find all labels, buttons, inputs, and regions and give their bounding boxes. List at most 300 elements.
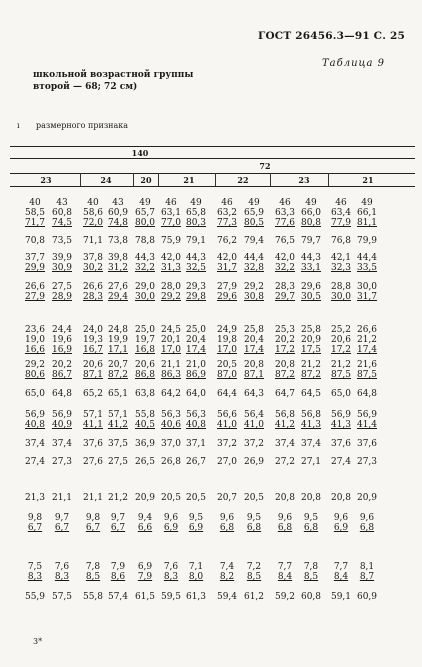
table-cell: 19,3 [82, 335, 104, 345]
table-cell: 32,3 [330, 263, 352, 273]
table-cell: 30,9 [51, 263, 73, 273]
table-cell: 20,5 [216, 360, 238, 370]
table-cell: 64,8 [51, 389, 73, 399]
table-cell: 21,3 [24, 493, 46, 503]
table-cell: 27,1 [300, 457, 322, 467]
table-cell: 87,1 [82, 370, 104, 380]
table-cell: 29,7 [274, 292, 296, 302]
table-cell: 63,4 [330, 208, 352, 218]
table-cell: 87,2 [300, 370, 322, 380]
table-cell: 30,0 [356, 282, 378, 292]
table-cell: 29,2 [243, 282, 265, 292]
table-cell: 21,2 [330, 360, 352, 370]
table-cell: 56,3 [185, 410, 207, 420]
table-cell: 57,1 [107, 410, 129, 420]
table-cell: 59,5 [160, 592, 182, 602]
table-cell: 61,3 [185, 592, 207, 602]
table-cell: 25,0 [134, 325, 156, 335]
table-cell: 86,7 [51, 370, 73, 380]
table-cell: 27,9 [24, 292, 46, 302]
table-cell: 49 [139, 198, 151, 208]
table-cell: 66,0 [300, 208, 322, 218]
table-cell: 59,1 [330, 592, 352, 602]
table-cell: 17,4 [356, 345, 378, 355]
table-cell: 27,3 [51, 457, 73, 467]
table-cell: 41,4 [356, 420, 378, 430]
table-cell: 27,4 [24, 457, 46, 467]
table-cell: 29,2 [160, 292, 182, 302]
table-cell: 9,6 [333, 513, 349, 523]
table-cell: 65,2 [82, 389, 104, 399]
table-cell: 20,4 [185, 335, 207, 345]
table-cell: 30,2 [82, 263, 104, 273]
table-cell: 7,6 [163, 562, 179, 572]
table-cell: 80,8 [300, 218, 322, 228]
header-72: 72 [259, 161, 271, 171]
table-cell: 9,6 [277, 513, 293, 523]
table-cell: 39,9 [51, 253, 73, 263]
table-cell: 9,6 [359, 513, 375, 523]
group-header-label: 24 [100, 175, 112, 185]
table-cell: 9,6 [163, 513, 179, 523]
table-cell: 86,3 [160, 370, 182, 380]
table-cell: 8,5 [85, 572, 101, 582]
table-cell: 63,1 [160, 208, 182, 218]
table-cell: 29,9 [24, 263, 46, 273]
table-cell: 16,9 [51, 345, 73, 355]
table-cell: 37,7 [24, 253, 46, 263]
table-cell: 56,6 [216, 410, 238, 420]
table-cell: 21,1 [160, 360, 182, 370]
table-cell: 87,1 [243, 370, 265, 380]
table-cell: 37,4 [51, 439, 73, 449]
table-cell: 42,0 [274, 253, 296, 263]
table-cell: 25,0 [185, 325, 207, 335]
table-cell: 8,0 [188, 572, 204, 582]
table-cell: 20,8 [274, 493, 296, 503]
table-cell: 30,5 [300, 292, 322, 302]
table-cell: 21,1 [82, 493, 104, 503]
table-cell: 41,0 [216, 420, 238, 430]
table-cell: 37,2 [216, 439, 238, 449]
table-cell: 64,0 [185, 389, 207, 399]
table-cell: 86,8 [134, 370, 156, 380]
table-rule-mid1 [10, 158, 415, 159]
feature-mark: ı [17, 121, 20, 130]
table-cell: 8,4 [277, 572, 293, 582]
table-cell: 28,3 [82, 292, 104, 302]
table-cell: 37,4 [24, 439, 46, 449]
table-cell: 6,8 [277, 523, 293, 533]
table-cell: 76,8 [330, 236, 352, 246]
table-cell: 6,8 [219, 523, 235, 533]
table-cell: 8,6 [110, 572, 126, 582]
table-cell: 37,4 [274, 439, 296, 449]
table-cell: 40,6 [160, 420, 182, 430]
table-cell: 7,4 [219, 562, 235, 572]
table-cell: 6,7 [85, 523, 101, 533]
table-rule-mid2 [10, 173, 415, 174]
table-cell: 63,2 [216, 208, 238, 218]
table-cell: 26,9 [243, 457, 265, 467]
table-cell: 80,0 [134, 218, 156, 228]
table-cell: 20,6 [134, 360, 156, 370]
table-cell: 6,9 [137, 562, 153, 572]
table-cell: 16,6 [24, 345, 46, 355]
table-cell: 20,5 [185, 493, 207, 503]
table-cell: 26,8 [160, 457, 182, 467]
table-cell: 73,5 [51, 236, 73, 246]
table-cell: 71,1 [82, 236, 104, 246]
table-cell: 17,0 [216, 345, 238, 355]
table-cell: 37,1 [185, 439, 207, 449]
table-rule-top [10, 146, 415, 147]
table-cell: 75,9 [160, 236, 182, 246]
table-cell: 41,3 [330, 420, 352, 430]
table-cell: 26,6 [356, 325, 378, 335]
table-cell: 46 [165, 198, 177, 208]
table-cell: 30,0 [330, 292, 352, 302]
table-cell: 17,5 [300, 345, 322, 355]
table-cell: 55,8 [134, 410, 156, 420]
table-cell: 32,8 [243, 263, 265, 273]
table-cell: 20,8 [300, 493, 322, 503]
table-cell: 6,8 [359, 523, 375, 533]
header-140: 140 [131, 148, 149, 158]
table-cell: 9,5 [303, 513, 319, 523]
table-cell: 76,5 [274, 236, 296, 246]
table-cell: 64,3 [243, 389, 265, 399]
table-cell: 40,8 [185, 420, 207, 430]
table-cell: 49 [305, 198, 317, 208]
table-cell: 20,6 [82, 360, 104, 370]
table-cell: 8,7 [359, 572, 375, 582]
table-cell: 37,0 [160, 439, 182, 449]
table-cell: 7,7 [333, 562, 349, 572]
table-cell: 56,9 [356, 410, 378, 420]
table-cell: 17,0 [160, 345, 182, 355]
table-cell: 40,8 [24, 420, 46, 430]
table-cell: 64,5 [300, 389, 322, 399]
table-cell: 24,5 [160, 325, 182, 335]
table-cell: 44,4 [356, 253, 378, 263]
table-cell: 57,5 [51, 592, 73, 602]
table-cell: 43 [56, 198, 68, 208]
table-cell: 32,2 [134, 263, 156, 273]
table-cell: 37,5 [107, 439, 129, 449]
table-cell: 78,8 [134, 236, 156, 246]
table-cell: 57,4 [107, 592, 129, 602]
table-cell: 28,0 [160, 282, 182, 292]
table-cell: 72,0 [82, 218, 104, 228]
group-header-label: 21 [183, 175, 195, 185]
table-cell: 81,1 [356, 218, 378, 228]
table-cell: 6,8 [303, 523, 319, 533]
table-cell: 29,6 [216, 292, 238, 302]
table-cell: 20,6 [330, 335, 352, 345]
table-cell: 20,9 [134, 493, 156, 503]
group-header-label: 23 [298, 175, 310, 185]
table-cell: 27,2 [274, 457, 296, 467]
table-cell: 21,1 [51, 493, 73, 503]
table-cell: 77,9 [330, 218, 352, 228]
table-cell: 19,7 [134, 335, 156, 345]
table-cell: 65,8 [185, 208, 207, 218]
table-cell: 20,4 [243, 335, 265, 345]
table-cell: 17,2 [330, 345, 352, 355]
table-cell: 21,6 [356, 360, 378, 370]
table-cell: 19,0 [24, 335, 46, 345]
table-cell: 27,5 [107, 457, 129, 467]
table-cell: 27,0 [216, 457, 238, 467]
table-cell: 87,2 [274, 370, 296, 380]
table-cell: 56,8 [274, 410, 296, 420]
table-cell: 21,2 [107, 493, 129, 503]
table-cell: 19,6 [51, 335, 73, 345]
table-cell: 7,8 [303, 562, 319, 572]
table-cell: 16,7 [82, 345, 104, 355]
table-cell: 49 [248, 198, 260, 208]
table-cell: 9,8 [85, 513, 101, 523]
table-cell: 17,2 [274, 345, 296, 355]
table-cell: 20,9 [300, 335, 322, 345]
table-cell: 59,2 [274, 592, 296, 602]
table-cell: 77,6 [274, 218, 296, 228]
table-cell: 24,9 [216, 325, 238, 335]
table-cell: 39,8 [107, 253, 129, 263]
table-cell: 40,5 [134, 420, 156, 430]
table-rule-mid3 [10, 186, 415, 187]
table-cell: 37,4 [300, 439, 322, 449]
group-divider [158, 173, 159, 186]
table-cell: 6,8 [246, 523, 262, 533]
table-cell: 33,1 [300, 263, 322, 273]
feature-label: размерного признака [36, 121, 129, 130]
table-cell: 79,4 [243, 236, 265, 246]
standard-header: ГОСТ 26456.3—91 С. 25 [258, 30, 405, 42]
table-cell: 30,0 [134, 292, 156, 302]
table-cell: 41,2 [107, 420, 129, 430]
table-cell: 20,8 [330, 493, 352, 503]
table-cell: 30,8 [243, 292, 265, 302]
table-cell: 31,7 [216, 263, 238, 273]
table-cell: 32,2 [274, 263, 296, 273]
table-cell: 9,7 [110, 513, 126, 523]
table-cell: 37,2 [243, 439, 265, 449]
table-cell: 49 [190, 198, 202, 208]
group-divider [328, 173, 329, 186]
table-cell: 19,8 [216, 335, 238, 345]
table-cell: 61,5 [134, 592, 156, 602]
table-cell: 37,8 [82, 253, 104, 263]
table-cell: 21,2 [356, 335, 378, 345]
table-cell: 42,0 [160, 253, 182, 263]
table-cell: 61,2 [243, 592, 265, 602]
table-cell: 64,2 [160, 389, 182, 399]
table-cell: 25,2 [330, 325, 352, 335]
table-cell: 26,7 [185, 457, 207, 467]
table-cell: 42,0 [216, 253, 238, 263]
group-divider [215, 173, 216, 186]
table-cell: 20,5 [243, 493, 265, 503]
table-cell: 46 [279, 198, 291, 208]
table-cell: 56,9 [330, 410, 352, 420]
table-cell: 37,6 [356, 439, 378, 449]
table-cell: 17,4 [185, 345, 207, 355]
table-cell: 7,7 [277, 562, 293, 572]
table-cell: 79,7 [300, 236, 322, 246]
table-cell: 80,3 [185, 218, 207, 228]
table-cell: 44,3 [134, 253, 156, 263]
table-cell: 77,3 [216, 218, 238, 228]
group-header-label: 22 [237, 175, 249, 185]
table-cell: 46 [221, 198, 233, 208]
table-cell: 7,6 [54, 562, 70, 572]
table-cell: 17,4 [243, 345, 265, 355]
table-cell: 28,9 [51, 292, 73, 302]
table-cell: 60,9 [356, 592, 378, 602]
table-cell: 65,0 [24, 389, 46, 399]
table-cell: 24,0 [82, 325, 104, 335]
table-cell: 6,9 [163, 523, 179, 533]
table-cell: 29,0 [134, 282, 156, 292]
table-cell: 26,5 [134, 457, 156, 467]
table-cell: 37,6 [330, 439, 352, 449]
table-cell: 7,2 [246, 562, 262, 572]
table-cell: 31,2 [107, 263, 129, 273]
table-cell: 9,8 [27, 513, 43, 523]
table-cell: 74,5 [51, 218, 73, 228]
table-cell: 29,8 [185, 292, 207, 302]
table-cell: 6,9 [188, 523, 204, 533]
caption-line-2: второй — 68; 72 см) [33, 82, 138, 92]
table-cell: 76,2 [216, 236, 238, 246]
group-header-label: 21 [362, 175, 374, 185]
table-cell: 65,0 [330, 389, 352, 399]
table-cell: 49 [361, 198, 373, 208]
table-cell: 65,7 [134, 208, 156, 218]
table-cell: 55,9 [24, 592, 46, 602]
group-header-label: 23 [40, 175, 52, 185]
table-cell: 65,9 [243, 208, 265, 218]
table-cell: 9,4 [137, 513, 153, 523]
table-cell: 7,9 [110, 562, 126, 572]
table-cell: 31,3 [160, 263, 182, 273]
table-cell: 40 [87, 198, 99, 208]
table-cell: 20,1 [160, 335, 182, 345]
table-cell: 29,3 [185, 282, 207, 292]
table-cell: 36,9 [134, 439, 156, 449]
table-cell: 66,1 [356, 208, 378, 218]
table-cell: 58,5 [24, 208, 46, 218]
table-cell: 8,5 [246, 572, 262, 582]
table-cell: 25,3 [274, 325, 296, 335]
table-cell: 9,7 [54, 513, 70, 523]
table-cell: 7,5 [27, 562, 43, 572]
group-divider [270, 173, 271, 186]
table-cell: 20,7 [107, 360, 129, 370]
table-cell: 80,6 [24, 370, 46, 380]
table-cell: 58,6 [82, 208, 104, 218]
table-cell: 27,4 [330, 457, 352, 467]
table-cell: 41,1 [82, 420, 104, 430]
table-cell: 26,6 [24, 282, 46, 292]
table-label: Таблица 9 [322, 58, 386, 69]
table-cell: 8,1 [359, 562, 375, 572]
table-cell: 7,1 [188, 562, 204, 572]
table-cell: 73,8 [107, 236, 129, 246]
table-cell: 41,3 [300, 420, 322, 430]
table-cell: 56,8 [300, 410, 322, 420]
table-cell: 20,2 [274, 335, 296, 345]
table-cell: 6,7 [54, 523, 70, 533]
table-cell: 8,3 [54, 572, 70, 582]
table-cell: 31,7 [356, 292, 378, 302]
table-cell: 24,8 [107, 325, 129, 335]
table-cell: 27,5 [51, 282, 73, 292]
table-cell: 6,7 [27, 523, 43, 533]
table-cell: 25,8 [243, 325, 265, 335]
table-cell: 41,0 [243, 420, 265, 430]
table-cell: 25,8 [300, 325, 322, 335]
table-cell: 21,0 [185, 360, 207, 370]
table-cell: 43 [112, 198, 124, 208]
table-cell: 79,9 [356, 236, 378, 246]
table-cell: 86,9 [185, 370, 207, 380]
table-cell: 28,3 [274, 282, 296, 292]
table-cell: 6,6 [137, 523, 153, 533]
table-cell: 27,6 [107, 282, 129, 292]
table-cell: 71,7 [24, 218, 46, 228]
table-cell: 16,8 [134, 345, 156, 355]
table-cell: 9,5 [246, 513, 262, 523]
table-cell: 6,9 [333, 523, 349, 533]
table-cell: 29,6 [300, 282, 322, 292]
table-cell: 40 [29, 198, 41, 208]
table-cell: 64,7 [274, 389, 296, 399]
table-cell: 8,3 [27, 572, 43, 582]
group-divider [133, 173, 134, 186]
table-cell: 80,5 [243, 218, 265, 228]
table-cell: 28,8 [330, 282, 352, 292]
table-cell: 20,2 [51, 360, 73, 370]
table-cell: 20,7 [216, 493, 238, 503]
table-cell: 20,8 [243, 360, 265, 370]
table-cell: 63,8 [134, 389, 156, 399]
group-header-label: 20 [140, 175, 152, 185]
table-cell: 65,1 [107, 389, 129, 399]
table-cell: 70,8 [24, 236, 46, 246]
table-cell: 57,1 [82, 410, 104, 420]
table-cell: 37,6 [82, 439, 104, 449]
table-cell: 60,8 [300, 592, 322, 602]
table-cell: 40,9 [51, 420, 73, 430]
caption-line-1: школьной возрастной группы [33, 70, 194, 80]
table-cell: 56,9 [51, 410, 73, 420]
table-cell: 44,3 [185, 253, 207, 263]
table-cell: 27,9 [216, 282, 238, 292]
table-cell: 19,9 [107, 335, 129, 345]
table-cell: 63,3 [274, 208, 296, 218]
table-cell: 6,7 [110, 523, 126, 533]
table-cell: 77,0 [160, 218, 182, 228]
table-cell: 7,8 [85, 562, 101, 572]
table-cell: 8,4 [333, 572, 349, 582]
table-cell: 87,5 [356, 370, 378, 380]
table-cell: 8,2 [219, 572, 235, 582]
group-divider [80, 173, 81, 186]
table-cell: 56,3 [160, 410, 182, 420]
